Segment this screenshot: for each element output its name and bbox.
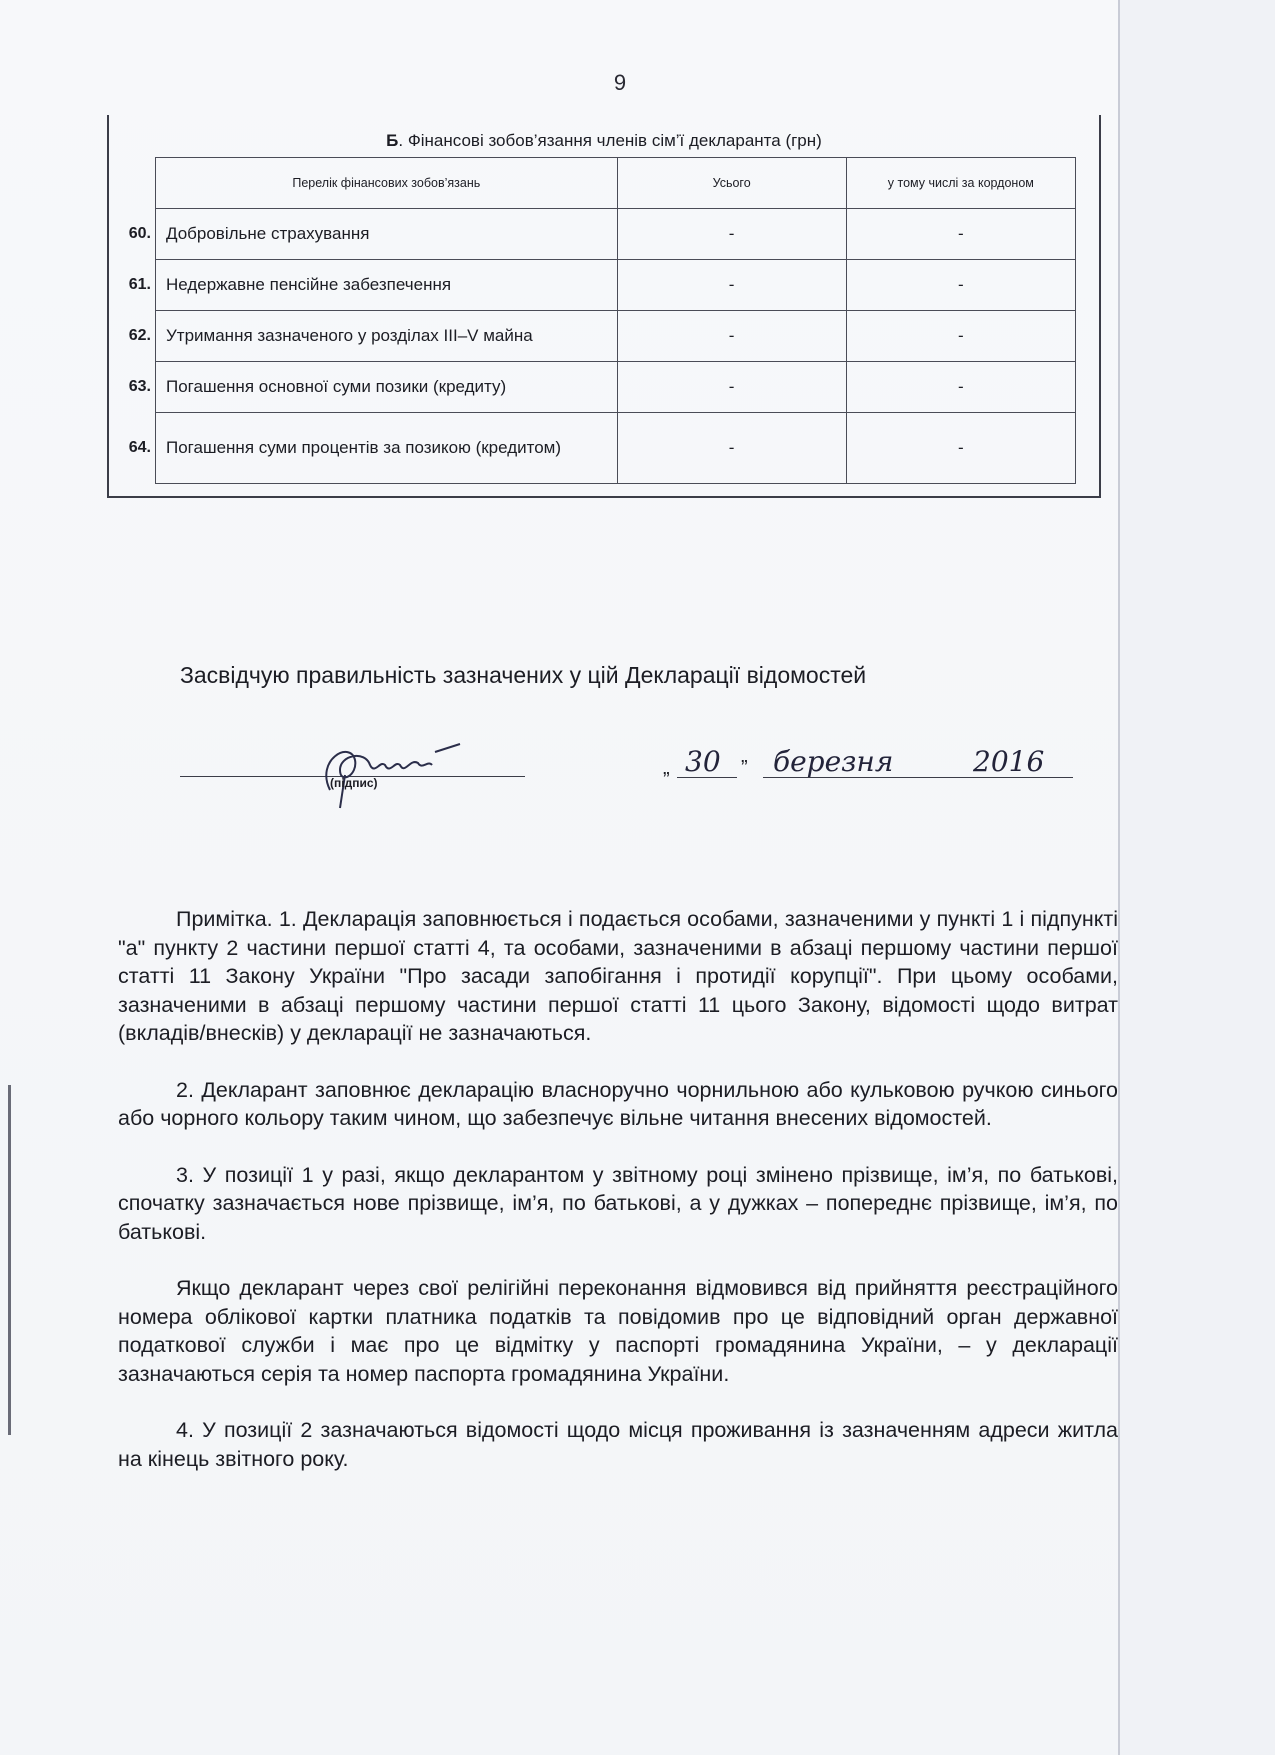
signature-date: [663, 745, 1073, 785]
obligations-table: [128, 157, 1076, 484]
signature-caption: (підпис): [330, 776, 378, 790]
date-year: 2016: [973, 745, 1045, 778]
table-header-row: [155, 158, 1076, 209]
row-number: 63.: [128, 378, 151, 395]
row-number-cell: [128, 362, 156, 413]
row-number: 60.: [128, 225, 151, 242]
row-number: 64.: [128, 439, 151, 456]
row-total: -: [617, 413, 846, 484]
row-number-cell: [128, 260, 156, 311]
table-row: [155, 209, 1076, 260]
note-paragraph: 3. У позиції 1 у разі, якщо декларантом у звітному році змінено прізвище, ім’я, по батькові, спочатку зазначається нове прізвище, ім’я, по батькові, а у дужках – попереднє прізвище, ім’я, по батькові.: [118, 1162, 1118, 1244]
financial-obligations-section: [107, 115, 1101, 498]
notes-section: [118, 905, 1118, 1501]
row-number: 61.: [128, 276, 151, 293]
row-abroad: -: [846, 260, 1075, 311]
row-name: Погашення суми процентів за позикою (кредитом): [156, 413, 618, 484]
note-paragraph: 4. У позиції 2 зазначаються відомості щодо місця проживання із зазначенням адреси житла на кінець звітного року.: [118, 1418, 1118, 1471]
row-total: -: [617, 362, 846, 413]
certification-statement: Засвідчую правильність зазначених у цій Декларації відомостей: [180, 662, 867, 688]
row-name: Добровільне страхування: [156, 209, 618, 260]
note-paragraph: Примітка. 1. Декларація заповнюється і подається особами, зазначеними у пункті 1 і підпункті "а" пункту 2 частини першої статті 4, та особами, зазначеними в абзаці першому частини першої статті 11 Закону України "Про засади запобігання і протидії корупції". При цьому особами, зазначеними в абзаці першому частини першої статті 11 цього Закону, відомості щодо витрат (вкладів/внесків) у декларації не зазначаються.: [118, 907, 1118, 1045]
scanned-sheet-edge: [1118, 0, 1275, 1755]
table-row: [155, 311, 1076, 362]
row-abroad: -: [846, 362, 1075, 413]
note-paragraph: 2. Декларант заповнює декларацію власноручно чорнильною або кульковою ручкою синього або чорного кольору таким чином, що забезпечує вільне читання внесених відомостей.: [118, 1077, 1118, 1130]
header-abroad: у тому числі за кордоном: [846, 158, 1075, 209]
date-close-quote: ”: [741, 757, 748, 779]
note-paragraph: Якщо декларант через свої релігійні переконання відмовився від прийняття реєстраційного номера облікової картки платника податків та повідомив про це відповідний орган державної податкової служби і має про це відмітку у паспорті громадянина України, – у декларації зазначаються серія та номер паспорта громадянина України.: [118, 1276, 1118, 1386]
row-abroad: -: [846, 413, 1075, 484]
row-number: 62.: [128, 327, 151, 344]
scan-artifact-line: [8, 1085, 11, 1435]
row-abroad: -: [846, 209, 1075, 260]
row-name: Погашення основної суми позики (кредиту): [156, 362, 618, 413]
row-name: Утримання зазначеного у розділах III–V майна: [156, 311, 618, 362]
row-total: -: [617, 311, 846, 362]
page-number: 9: [613, 70, 627, 95]
row-number-cell: [128, 311, 156, 362]
table-row: [155, 260, 1076, 311]
section-title-text: . Фінансові зобов’язання членів сім’ї декларанта (грн): [398, 131, 822, 150]
date-day: 30: [685, 745, 721, 778]
row-number-cell: [128, 413, 156, 484]
row-number-cell: [128, 209, 156, 260]
row-abroad: -: [846, 311, 1075, 362]
header-total: Усього: [617, 158, 846, 209]
row-name: Недержавне пенсійне забезпечення: [156, 260, 618, 311]
table-row: [155, 362, 1076, 413]
section-title: [109, 131, 1099, 151]
row-total: -: [617, 260, 846, 311]
header-obligation-name: Перелік фінансових зобов’язань: [156, 158, 618, 209]
handwritten-signature: [310, 730, 490, 810]
row-total: -: [617, 209, 846, 260]
date-open-quote: „: [663, 757, 670, 779]
table-row: [155, 413, 1076, 484]
section-letter: Б: [386, 131, 399, 150]
date-month: березня: [773, 745, 894, 778]
